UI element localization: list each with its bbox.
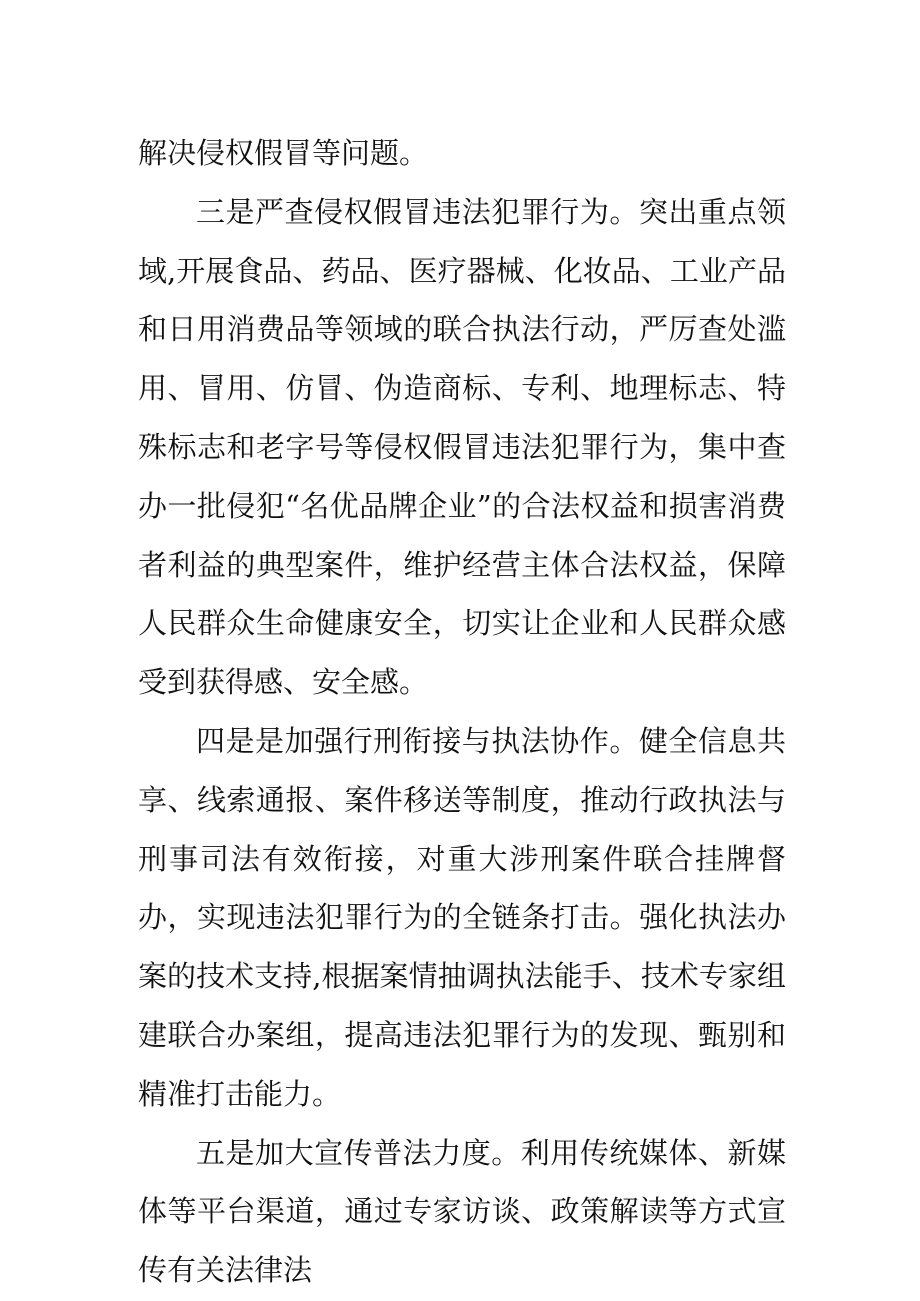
paragraph-continuation: 解决侵权假冒等问题。 bbox=[138, 136, 429, 170]
paragraph-three: 三是严查侵权假冒违法犯罪行为。突出重点领域,开展食品、药品、医疗器械、化妆品、工业产品和日用消费品等领域的联合执法行动，严厉查处滥用、冒用、仿冒、伪造商标、专利、地理标志、特殊标志和老字号等侵权假冒违法犯罪行为，集中查办一批侵犯“名优品牌企业”的合法权益和损害消费者利益的典型案件，维护经营主体合法权益，保障人民群众生命健康安全，切实让企业和人民群众感受到获得感、安全感。 bbox=[138, 194, 786, 700]
document-body bbox=[138, 124, 786, 1300]
paragraph-five: 五是加大宣传普法力度。利用传统媒体、新媒体等平台渠道，通过专家访谈、政策解读等方式宣传有关法律法 bbox=[138, 1135, 786, 1288]
paragraph-four: 四是是加强行刑衔接与执法协作。健全信息共享、线索通报、案件移送等制度，推动行政执法与刑事司法有效衔接，对重大涉刑案件联合挂牌督办，实现违法犯罪行为的全链条打击。强化执法办案的技术支持,根据案情抽调执法能手、技术专家组建联合办案组，提高违法犯罪行为的发现、甄别和精准打击能力。 bbox=[138, 723, 786, 1111]
